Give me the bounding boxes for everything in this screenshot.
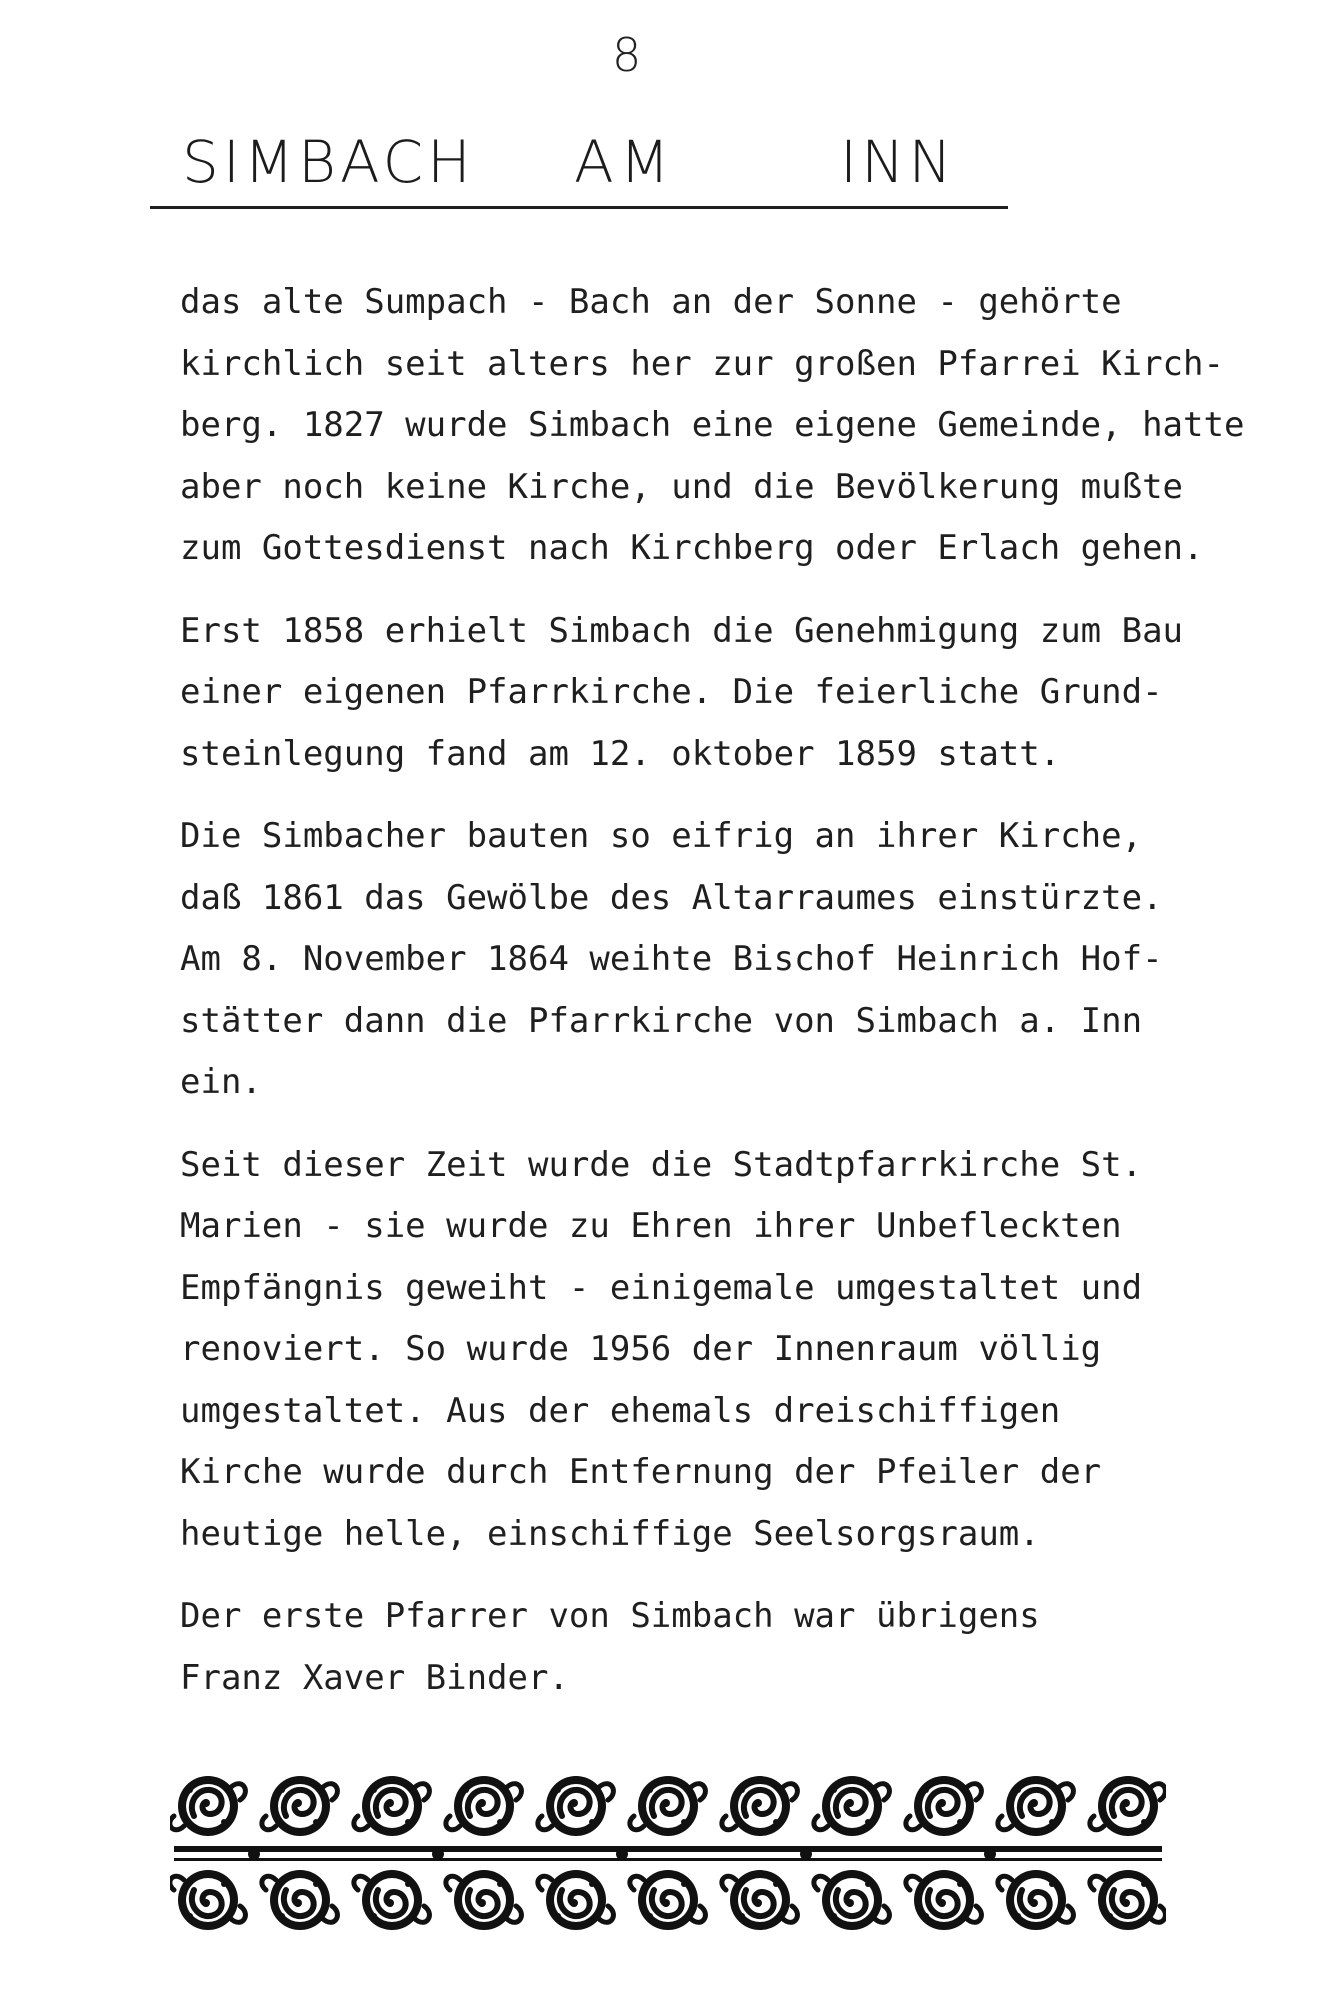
title-underline <box>150 206 1008 209</box>
text-line: Marien - sie wurde zu Ehren ihrer Unbefleckten <box>180 1206 1122 1246</box>
text-line: einer eigenen Pfarrkirche. Die feierliche Grund- <box>180 672 1163 712</box>
text-line: ein. <box>180 1062 262 1102</box>
ornament-top-row <box>170 1776 1165 1836</box>
page-number: 8 <box>612 28 642 82</box>
page-title <box>150 128 1010 208</box>
text-line: renoviert. So wurde 1956 der Innenraum völlig <box>180 1329 1102 1369</box>
text-line: Der erste Pfarrer von Simbach war übrigens <box>180 1596 1040 1636</box>
text-line: berg. 1827 wurde Simbach eine eigene Gemeinde, hatte <box>180 405 1245 445</box>
text-line: Empfängnis geweiht - einigemale umgestaltet und <box>180 1267 1143 1308</box>
paragraph <box>180 1135 1280 1566</box>
title-word-inn: INN <box>840 128 956 196</box>
text-line: das alte Sumpach - Bach an der Sonne - gehörte <box>180 282 1122 322</box>
title-word-am: AM <box>574 128 676 196</box>
paragraph <box>180 806 1280 1114</box>
text-line: steinlegung fand am 12. oktober 1859 statt. <box>180 733 1061 774</box>
ornament-bottom-row <box>170 1870 1165 1930</box>
text-line: Franz Xaver Binder. <box>180 1657 569 1698</box>
text-line: aber noch keine Kirche, und die Bevölkerung mußte <box>180 466 1184 507</box>
paragraph <box>180 272 1280 580</box>
title-word-simbach: SIMBACH <box>182 128 475 196</box>
text-line: Kirche wurde durch Entfernung der Pfeiler der <box>180 1452 1102 1492</box>
text-line: heutige helle, einschiffige Seelsorgsraum. <box>180 1513 1040 1554</box>
text-line: Am 8. November 1864 weihte Bischof Heinrich Hof- <box>180 939 1163 979</box>
text-line: zum Gottesdienst nach Kirchberg oder Erlach gehen. <box>180 528 1204 568</box>
paragraph <box>180 1586 1280 1709</box>
body-text <box>180 272 1280 1730</box>
text-line: Seit dieser Zeit wurde die Stadtpfarrkirche St. <box>180 1144 1143 1185</box>
text-line: Erst 1858 erhielt Simbach die Genehmigung zum Bau <box>180 610 1184 651</box>
text-line: daß 1861 das Gewölbe des Altarraumes einstürzte. <box>180 877 1163 918</box>
paragraph <box>180 601 1280 786</box>
scrollwork-border-icon <box>170 1758 1166 1946</box>
text-line: stätter dann die Pfarrkirche von Simbach a. Inn <box>180 1000 1143 1041</box>
text-line: Die Simbacher bauten so eifrig an ihrer Kirche, <box>180 816 1143 856</box>
text-line: umgestaltet. Aus der ehemals dreischiffigen <box>180 1390 1061 1431</box>
text-line: kirchlich seit alters her zur großen Pfarrei Kirch- <box>180 343 1224 384</box>
